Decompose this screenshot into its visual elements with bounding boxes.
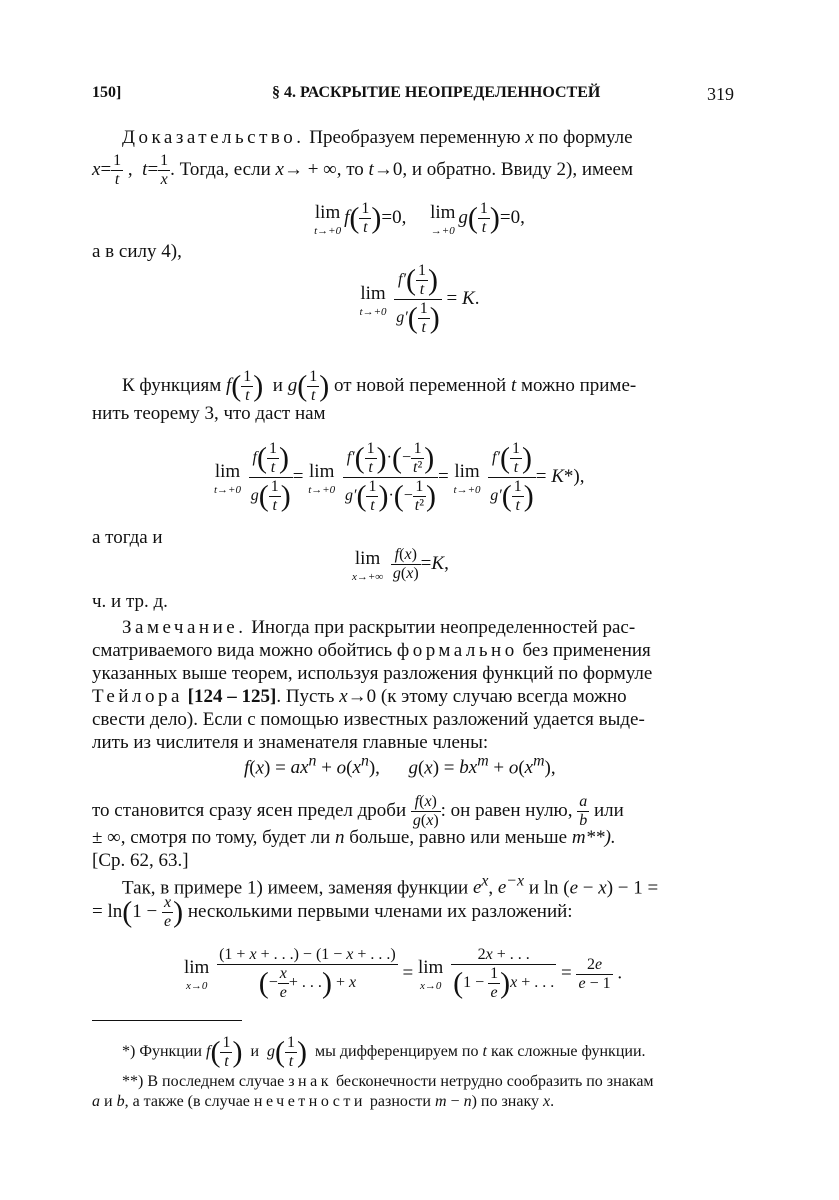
example-line-2: = ln(1 − $\frac{x}{e}$ ) несколькими первыми членами их разложений:	[92, 894, 573, 930]
remark-line-2: сматриваемого вида можно обойтись формально без применения	[92, 640, 651, 661]
footnote-2: **) В последнем случае знак бесконечности нетрудно сообразить по знакам	[122, 1073, 654, 1090]
theorem-line: нить теорему 3, что даст нам	[92, 403, 326, 424]
footnote-2-cont: a и b, а также (в случае нечетности разности m − n) по знаку x.	[92, 1093, 555, 1110]
remark-line-5: свести дело). Если с помощью известных разложений удается выде-	[92, 709, 645, 730]
remark-line-7: то становится сразу ясен предел дроби $\frac{f(x)}{g(x)}$ : он равен нулю, $\frac{a}{b}$ или	[92, 793, 624, 829]
remark-line-9: [Ср. 62, 63.]	[92, 850, 189, 871]
footnote-1: *) Функции f( $\frac{1}{t}$ ) и g( $\frac{1}{t}$ ) мы дифференцируем по t как сложные функции.	[122, 1034, 646, 1070]
proof-line-1: Доказательство. Преобразуем переменную x по формуле	[122, 127, 633, 148]
remark-line-1: Замечание. Иногда при раскрытии неопределенностей рас-	[122, 617, 636, 638]
remark-line-6: лить из числителя и знаменателя главные члены:	[92, 732, 489, 753]
proof-line-2: x= $\frac{1}{t}$ , t= $\frac{1}{x}$ . Тогда, если x→ + ∞, то t→0, и обратно. Ввиду 2), имеем	[92, 152, 633, 188]
qed: ч. и тр. д.	[92, 591, 168, 612]
remark-line-3: указанных выше теорем, используя разложения функций по формуле	[92, 663, 653, 684]
remark-line-8: ± ∞, смотря по тому, будет ли n больше, равно или меньше m**).	[92, 827, 616, 848]
formula-example-limit: lim x→0 (1 + x + . . .) − (1 − x + . . .) (− $\frac{x}{e}$ + . . .) + x = lim x→0 2x + . . . (1 − $\frac{1}{e}$ )x + . . . = $\frac{2e}{e - 1}$ .	[184, 946, 623, 1001]
remark-line-4: Тейлора [124 – 125]. Пусть x→0 (к этому случаю всегда можно	[92, 686, 627, 707]
formula-principal-terms: $f(x) = ax^n + o(x^n)$, $g(x) = bx^m + o(x^m)$,	[244, 753, 556, 779]
formula-lhopital-chain: lim t→+0 f( $\frac{1}{t}$ ) g( $\frac{1}{t}$ ) = lim t→+0 f′( $\frac{1}{t}$ )·(− $\frac{1}{\text{t²}}$ ) g′( $\frac{1}{t}$ )·(− $\frac{1}{\text{t²}}$ ) = lim t→+0 f′( $\frac{1}{t}$ ) g′( $\frac{1}{t}$ ) = K*),	[214, 440, 585, 514]
formula-final-limit: lim x→+∞ $\frac{f(x)}{g(x)}$ =K,	[352, 546, 449, 583]
then-also: а тогда и	[92, 527, 163, 548]
by-property-4: а в силу 4),	[92, 241, 182, 262]
section-number: 150]	[92, 84, 122, 101]
functions-line: К функциям f( $\frac{1}{t}$ ) и g( $\frac{1}{t}$ ) от новой переменной t можно приме-	[122, 368, 637, 404]
running-title: § 4. РАСКРЫТИЕ НЕОПРЕДЕЛЕННОСТЕЙ	[272, 84, 601, 101]
formula-limit-derivatives: lim t→+0 f′( $\frac{1}{t}$ ) g′( $\frac{1}{t}$ ) = K.	[359, 262, 480, 336]
example-line-1: Так, в примере 1) имеем, заменяя функции $e^x$, $e^{-x}$ и ln (e − x) − 1 =	[122, 873, 659, 899]
footnote-divider	[92, 1020, 242, 1021]
page-number: 319	[707, 84, 734, 104]
formula-limits-zero: lim t→+0 f( $\frac{1}{t}$ )=0, lim →+0 g( $\frac{1}{t}$ )=0,	[314, 200, 525, 237]
